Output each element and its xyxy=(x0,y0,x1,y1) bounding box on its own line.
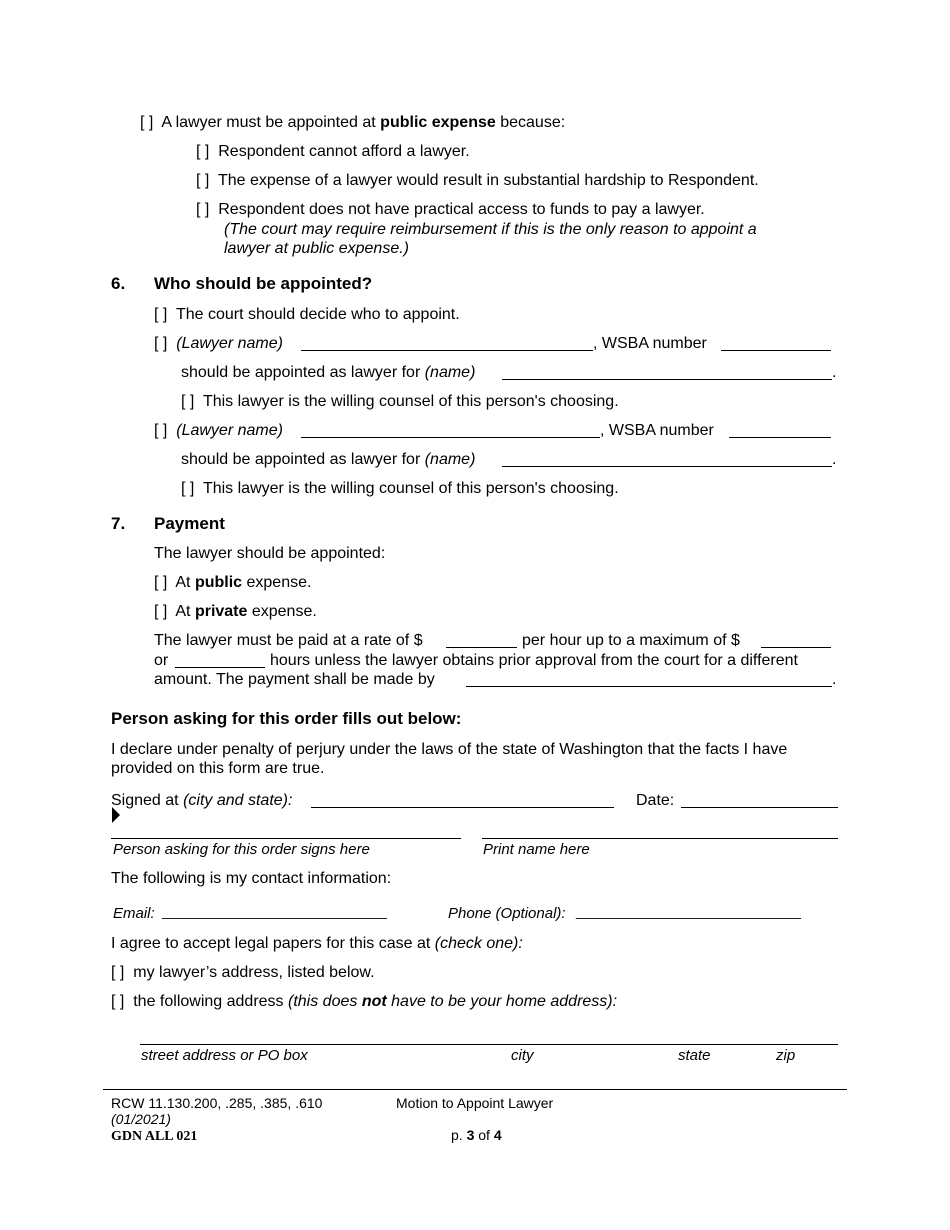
lawyer-address-option: [ ] my lawyer’s address, listed below. xyxy=(111,964,375,981)
footer-title: Motion to Appoint Lawyer xyxy=(396,1095,554,1111)
rate-text: amount. The payment shall be made by xyxy=(154,671,435,688)
rate-text: or xyxy=(154,652,169,669)
checkbox[interactable]: [ ] xyxy=(154,603,168,620)
state-label: state xyxy=(678,1047,711,1064)
hourly-rate-blank[interactable] xyxy=(446,647,517,648)
signature-marker-icon xyxy=(112,807,120,823)
email-field[interactable]: ______________________________ xyxy=(162,903,387,919)
appointed-for-name-blank[interactable] xyxy=(502,466,832,467)
footer-form-id: GDN ALL 021 xyxy=(111,1129,198,1144)
checkbox[interactable]: [ ] xyxy=(111,964,125,981)
accept-papers-line: I agree to accept legal papers for this case at (check one): xyxy=(111,935,523,952)
footer-date: (01/2021) xyxy=(111,1111,171,1127)
willing-counsel-item: [ ] This lawyer is the willing counsel of this person's choosing. xyxy=(181,393,619,410)
footer-rcw: RCW 11.130.200, .285, .385, .610 xyxy=(111,1095,323,1111)
wsba-label: , WSBA number xyxy=(593,335,707,352)
signature-line[interactable] xyxy=(111,838,461,839)
declaration: provided on this form are true. xyxy=(111,760,325,777)
signature-heading: Person asking for this order fills out below: xyxy=(111,709,462,728)
street-label: street address or PO box xyxy=(141,1047,308,1064)
lawyer-name-blank[interactable] xyxy=(301,350,593,351)
payment-intro: The lawyer should be appointed: xyxy=(154,545,386,562)
lawyer-option: [ ] (Lawyer name) xyxy=(154,335,283,352)
checkbox[interactable]: [ ] xyxy=(181,480,195,497)
section-number: 6. xyxy=(111,274,126,293)
address-line[interactable] xyxy=(140,1044,838,1045)
maximum-amount-blank[interactable] xyxy=(761,647,831,648)
zip-label: zip xyxy=(776,1047,796,1064)
date-label: Date: xyxy=(636,792,675,809)
phone-label: Phone (Optional): xyxy=(448,905,566,922)
city-state-blank[interactable] xyxy=(311,807,614,808)
private-expense-option: [ ] At private expense. xyxy=(154,603,317,620)
print-name-label: Print name here xyxy=(483,841,590,858)
rate-text: per hour up to a maximum of $ xyxy=(522,632,740,649)
willing-counsel-item: [ ] This lawyer is the willing counsel of this person's choosing. xyxy=(181,480,619,497)
wsba-label: , WSBA number xyxy=(600,422,714,439)
rate-text: The lawyer must be paid at a rate of $ xyxy=(154,632,423,649)
following-address-option: [ ] the following address (this does not have to be your home address): xyxy=(111,993,618,1010)
checkbox[interactable]: [ ] xyxy=(154,422,168,439)
section-number: 7. xyxy=(111,514,126,533)
court-decides-item: [ ] The court should decide who to appoint. xyxy=(154,306,460,323)
appointed-for-line: should be appointed as lawyer for (name) xyxy=(181,451,476,468)
checkbox[interactable]: [ ] xyxy=(140,114,154,131)
date-blank[interactable] xyxy=(681,807,838,808)
reason-item: [ ] The expense of a lawyer would result in substantial hardship to Respondent. xyxy=(196,172,759,189)
reason-item: [ ] Respondent does not have practical access to funds to pay a lawyer. xyxy=(196,201,705,218)
lawyer-name-blank[interactable] xyxy=(301,437,600,438)
public-expense-option: [ ] At public expense. xyxy=(154,574,312,591)
period: . xyxy=(832,451,837,468)
city-label: city xyxy=(511,1047,534,1064)
appointed-for-name-blank[interactable] xyxy=(502,379,832,380)
wsba-number-blank[interactable] xyxy=(721,350,831,351)
signed-at-label: Signed at (city and state): xyxy=(111,792,293,809)
email-label: Email: xyxy=(113,905,155,922)
section-title: Payment xyxy=(154,514,225,533)
period: . xyxy=(832,671,837,688)
checkbox[interactable]: [ ] xyxy=(154,574,168,591)
section-title: Who should be appointed? xyxy=(154,274,373,293)
checkbox[interactable]: [ ] xyxy=(154,335,168,352)
reimbursement-note: (The court may require reimbursement if this is the only reason to appoint a xyxy=(224,221,757,238)
checkbox[interactable]: [ ] xyxy=(196,172,210,189)
checkbox[interactable]: [ ] xyxy=(181,393,195,410)
contact-intro: The following is my contact information: xyxy=(111,870,392,887)
appointed-for-line: should be appointed as lawyer for (name) xyxy=(181,364,476,381)
checkbox[interactable]: [ ] xyxy=(196,201,210,218)
period: . xyxy=(832,364,837,381)
hours-blank[interactable] xyxy=(175,667,265,668)
declaration: I declare under penalty of perjury under the laws of the state of Washington that the facts I have xyxy=(111,741,788,758)
print-name-line[interactable] xyxy=(482,838,838,839)
checkbox[interactable]: [ ] xyxy=(196,143,210,160)
footer-divider xyxy=(103,1089,847,1090)
reimbursement-note: lawyer at public expense.) xyxy=(224,240,409,257)
phone-field[interactable]: ______________________________ xyxy=(576,903,801,919)
wsba-number-blank[interactable] xyxy=(729,437,831,438)
signs-here-label: Person asking for this order signs here xyxy=(113,841,370,858)
payment-by-blank[interactable] xyxy=(466,686,832,687)
rate-text: hours unless the lawyer obtains prior approval from the court for a different xyxy=(270,652,798,669)
lawyer-option: [ ] (Lawyer name) xyxy=(154,422,283,439)
checkbox[interactable]: [ ] xyxy=(111,993,125,1010)
public-expense-item: [ ] A lawyer must be appointed at public expense because: xyxy=(140,114,566,131)
page-number: p. 3 of 4 xyxy=(451,1127,502,1143)
reason-item: [ ] Respondent cannot afford a lawyer. xyxy=(196,143,470,160)
